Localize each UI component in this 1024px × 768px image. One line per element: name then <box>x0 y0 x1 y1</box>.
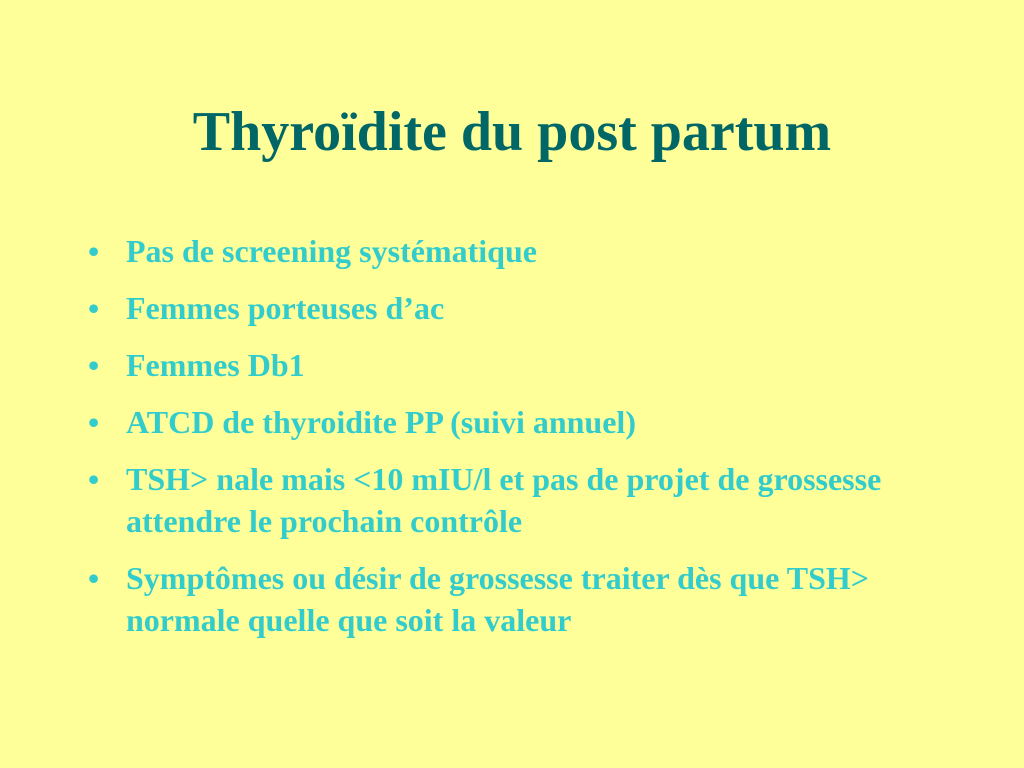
bullet-text: Femmes porteuses d’ac <box>126 290 445 326</box>
bullet-text: Symptômes ou désir de grossesse traiter dès que TSH> normale quelle que soit la valeur <box>126 560 869 638</box>
bullet-item-db1 <box>84 344 924 386</box>
bullet-marker: • <box>88 290 100 326</box>
bullet-text: Pas de screening systématique <box>126 233 537 269</box>
bullet-text: ATCD de thyroidite PP (suivi annuel) <box>126 404 636 440</box>
bullet-marker: • <box>88 233 100 269</box>
bullet-item-tsh <box>84 458 924 542</box>
bullet-text: TSH> nale mais <10 mIU/l et pas de projet de grossesse attendre le prochain contrôle <box>126 461 882 539</box>
bullet-list <box>84 230 924 656</box>
bullet-item-atcd <box>84 401 924 443</box>
bullet-marker: • <box>88 347 100 383</box>
slide-title: Thyroïdite du post partum <box>192 101 832 163</box>
bullet-marker: • <box>88 404 100 440</box>
bullet-item-symptomes <box>84 557 924 641</box>
bullet-item-porteuses <box>84 287 924 329</box>
bullet-text: Femmes Db1 <box>126 347 305 383</box>
bullet-marker: • <box>88 560 100 596</box>
bullet-marker: • <box>88 461 100 497</box>
bullet-item-screening <box>84 230 924 272</box>
